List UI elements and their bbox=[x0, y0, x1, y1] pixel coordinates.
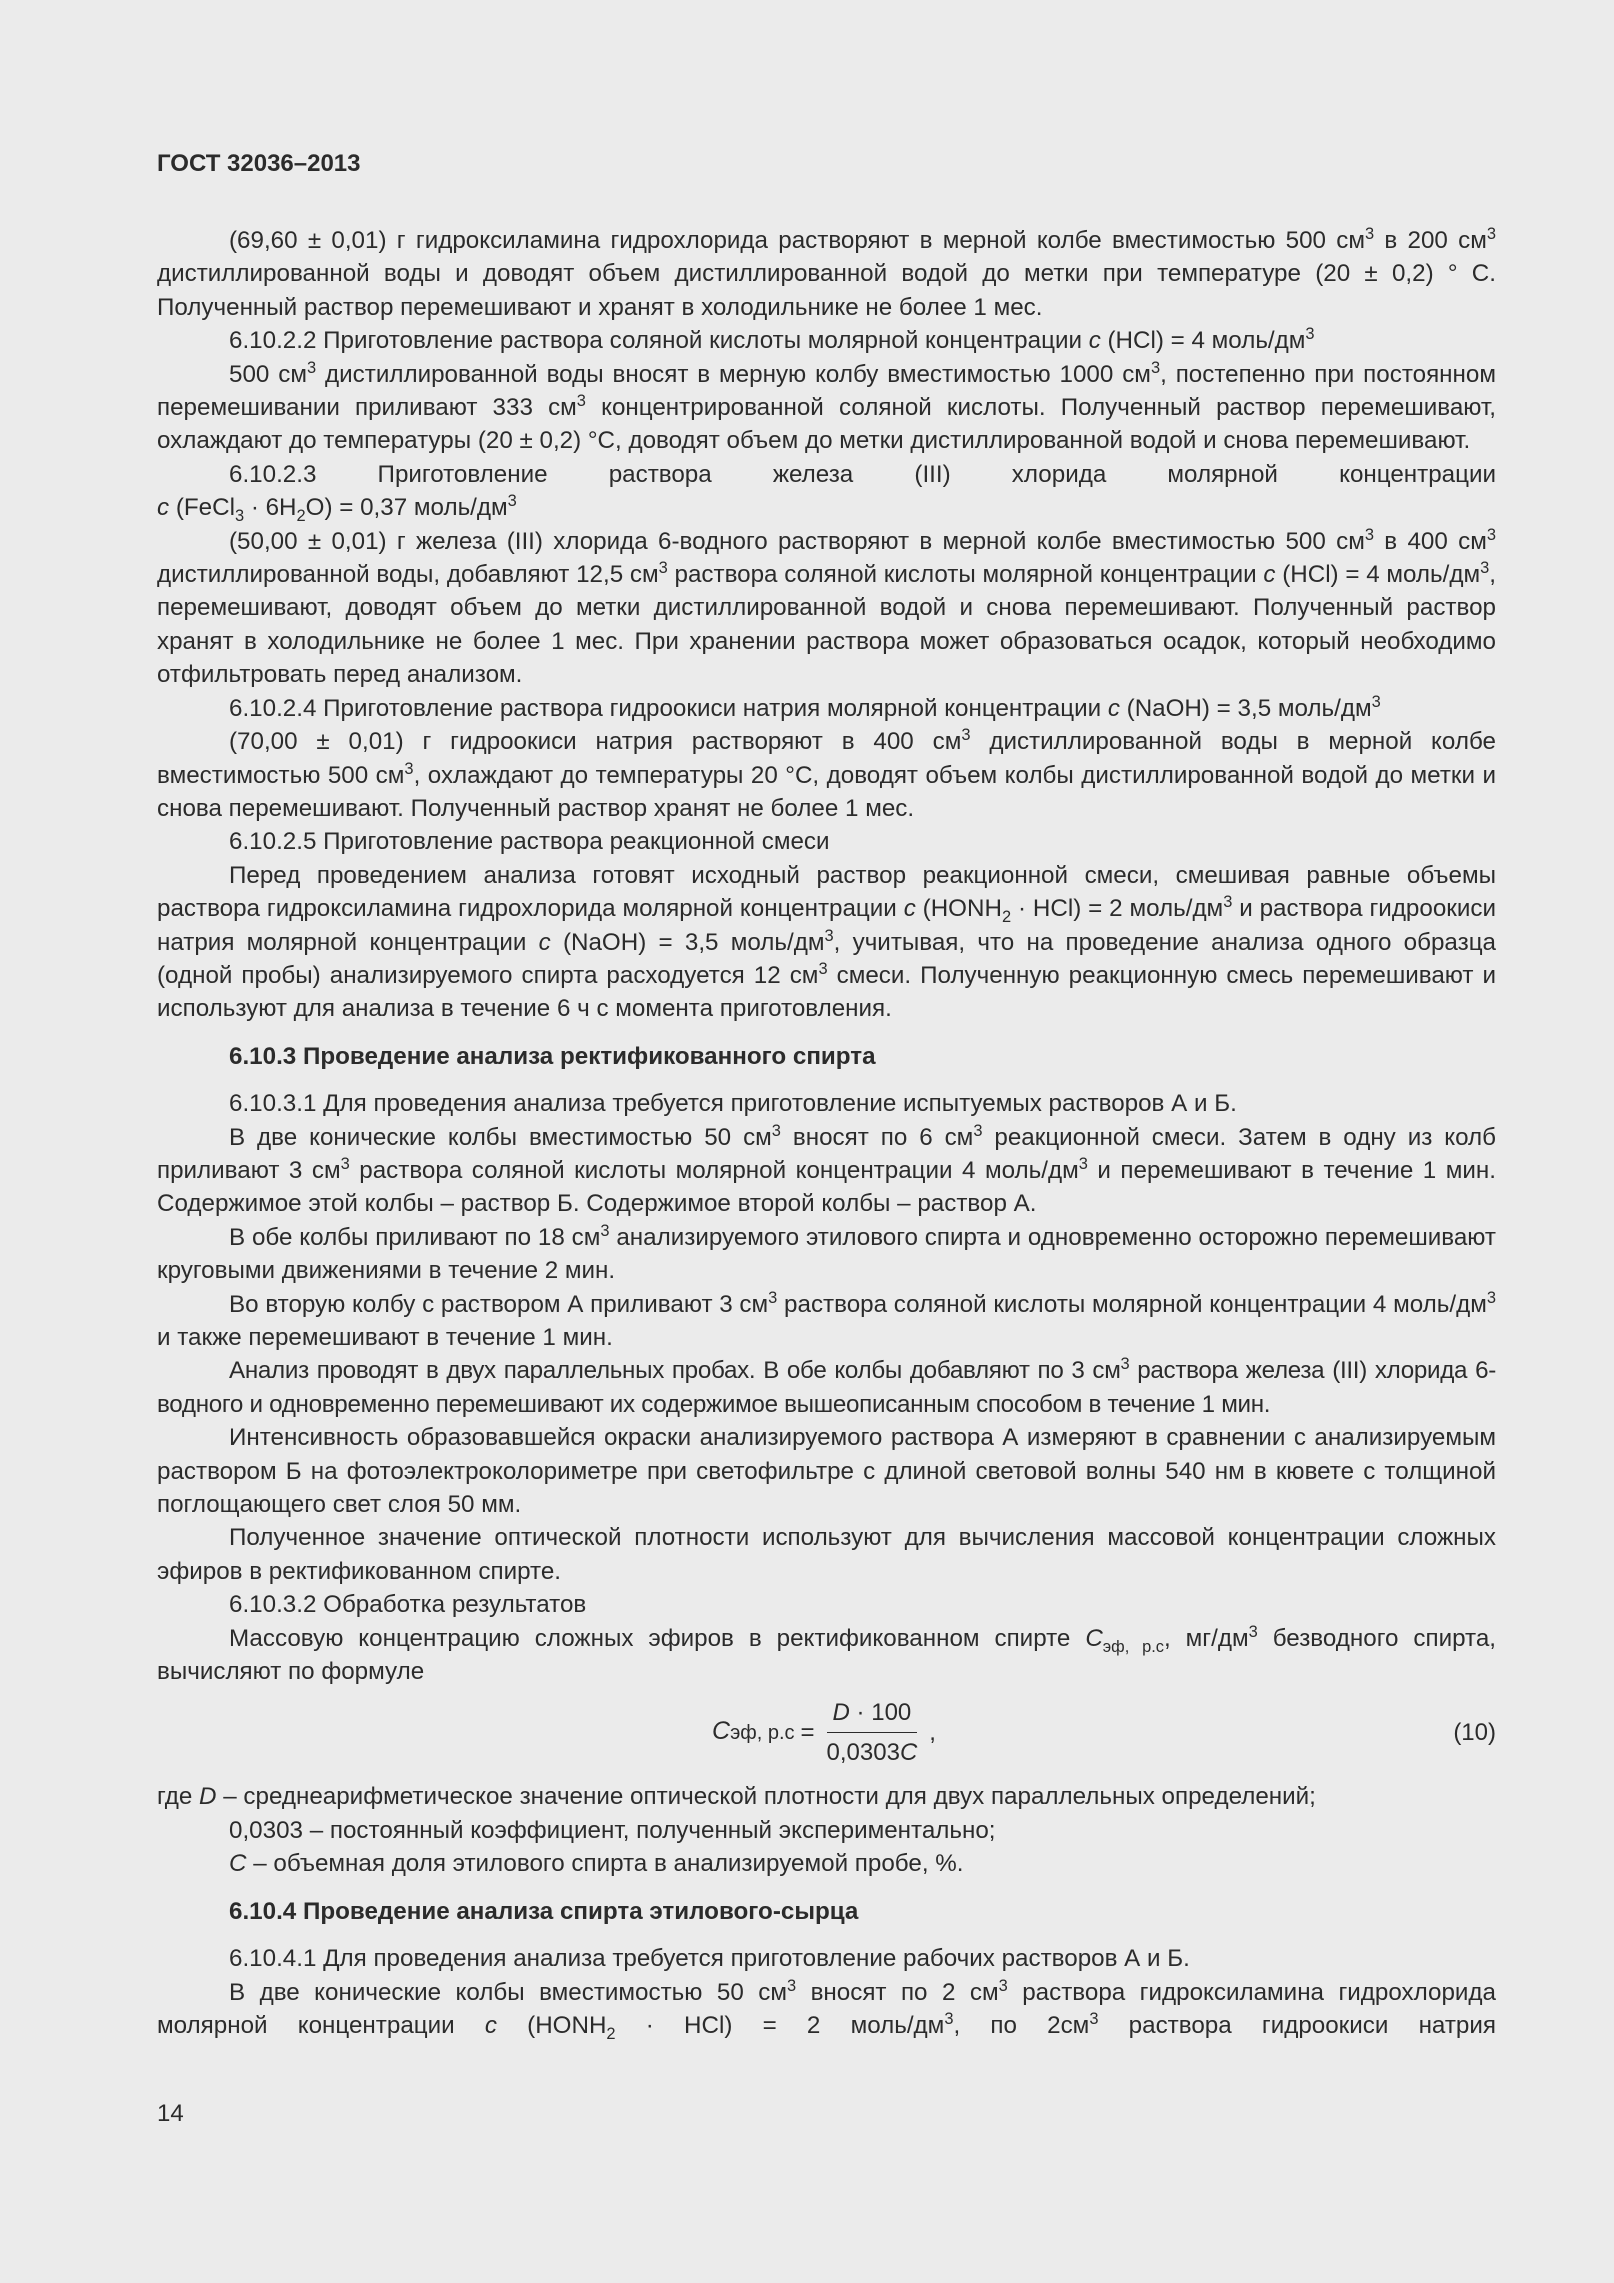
section-heading-6-10-4: 6.10.4 Проведение анализа спирта этилового-сырца bbox=[229, 1897, 859, 1925]
formula-numerator: D · 100 bbox=[827, 1696, 918, 1732]
formula-fraction bbox=[821, 1696, 924, 1769]
page-number: 14 bbox=[157, 2100, 184, 2127]
formula-denominator: 0,0303C bbox=[826, 1738, 918, 1766]
paragraph: 500 $см^3$ дистиллированной воды вносят в мерную колбу вместимостью 1000 $см^3$, постепенно при постоянном перемешивании приливают 333 $см^3$ концентрированной соляной кислоты. Полученный раствор перемешивают, охлаждают до температуры (20 ± 0,2) °С, доводят объем до метки дистиллированной водой и снова перемешивают. bbox=[157, 358, 1496, 455]
formula-equals: = bbox=[800, 1719, 815, 1747]
formula-comma: , bbox=[929, 1719, 936, 1747]
section-6-10-2-3: 6.10.2.3 Приготовление раствора железа (III) хлорида молярной концентрации bbox=[229, 460, 1496, 488]
paragraph: (70,00 ± 0,01) г гидроокиси натрия растворяют в 400 $см^3$ дистиллированной воды в мерной колбе вместимостью 500 $см^3$, охлаждают до температуры 20 °С, доводят объем колбы дистиллированной водой до метки и снова перемешивают. Полученный раствор хранят не более 1 мес. bbox=[157, 726, 1497, 822]
formula-legend: где D – среднеарифметическое значение оптической плотности для двух параллельных определений; bbox=[157, 1783, 1316, 1811]
section-heading-6-10-3: 6.10.3 Проведение анализа ректификованного спирта bbox=[229, 1042, 876, 1070]
section-6-10-2-3-cont: c (FeCl$_3$ · $6H_2O) = 0,37$ моль/$дм^3$ bbox=[157, 492, 517, 525]
paragraph: Анализ проводят в двух параллельных пробах. В обе колбы добавляют по 3 $см^3$ раствора железа (III) хлорида 6-водного и одновременно перемешивают их содержимое вышеописанным способом в течение 1 мин. bbox=[157, 1355, 1496, 1418]
paragraph: Массовую концентрацию сложных эфиров в ректификованном спирте $C_{эф, р.с}$, $мг/дм^3$ безводного спирта, вычисляют по формуле bbox=[157, 1622, 1497, 1686]
paragraph: В две конические колбы вместимостью 50 $см^3$ вносят по 6 $см^3$ реакционной смеси. Затем в одну из колб приливают 3 $см^3$ раствора соляной кислоты молярной концентрации 4 моль/$дм^3$ и перемешивают в течение 1 мин. Содержимое этой колбы – раствор Б. Содержимое второй колбы – раствор А. bbox=[157, 1121, 1496, 1218]
section-6-10-3-2: 6.10.3.2 Обработка результатов bbox=[229, 1591, 587, 1619]
paragraph: Интенсивность образовавшейся окраски анализируемого раствора А измеряют в сравнении с анализируемым раствором Б на фотоэлектроколориметре при светофильтре с длиной световой волны 540 нм в кювете с толщиной поглощающего свет слоя 50 мм. bbox=[157, 1424, 1496, 1519]
document-header: ГОСТ 32036–2013 bbox=[157, 150, 361, 177]
paragraph: Перед проведением анализа готовят исходный раствор реакционной смеси, смешивая равные объемы раствора гидроксиламина гидрохлорида молярной концентрации c $(HONH_2 \cdot HCl) = 2$ моль/$дм^3$ и раствора гидроокиси натрия молярной концентрации c (NaOH) = 3,5 моль/$дм^3$, учитывая, что на проведение анализа одного образца (одной пробы) анализируемого спирта расходуется 12 $см^3$ смеси. Полученную реакционную смесь перемешивают и используют для анализа в течение 6 ч с момента приготовления. bbox=[157, 861, 1496, 1023]
paragraph: Полученное значение оптической плотности используют для вычисления массовой концентрации сложных эфиров в ректификованном спирте. bbox=[157, 1524, 1496, 1585]
paragraph: В две конические колбы вместимостью 50 $см^3$ вносят по 2 $см^3$ раствора гидроксиламина гидрохлорида молярной концентрации c $(HONH_2 \cdot HCl) = 2$ моль/$дм^3$, по $2см^3$ раствора гидроокиси натрия bbox=[157, 1976, 1496, 2043]
section-6-10-2-5: 6.10.2.5 Приготовление раствора реакционной смеси bbox=[229, 828, 830, 856]
formula-10 bbox=[157, 1692, 1496, 1778]
paragraph: (50,00 ± 0,01) г железа (III) хлорида 6-водного растворяют в мерной колбе вместимостью 500 $см^3$ в 400 $см^3$ дистиллированной воды, добавляют 12,5 $см^3$ раствора соляной кислоты молярной концентрации c (HCl) = 4 моль/$дм^3$, перемешивают, доводят объем до метки дистиллированной водой и снова перемешивают. Полученный раствор хранят в холодильнике не более 1 мес. При хранении раствора может образоваться осадок, который необходимо отфильтровать перед анализом. bbox=[157, 525, 1497, 689]
formula-legend: 0,0303 – постоянный коэффициент, полученный экспериментально; bbox=[229, 1816, 996, 1844]
paragraph: (69,60 ± 0,01) г гидроксиламина гидрохлорида растворяют в мерной колбе вместимостью 500 $см^3$ в 200 $см^3$ дистиллированной воды и доводят объем дистиллированной водой до метки при температуре (20 ± 0,2) ° С. Полученный раствор перемешивают и хранят в холодильнике не более 1 мес. bbox=[157, 224, 1497, 321]
paragraph: Во вторую колбу с раствором А приливают 3 $см^3$ раствора соляной кислоты молярной концентрации 4 моль/$дм^3$ и также перемешивают в течение 1 мин. bbox=[157, 1288, 1496, 1351]
section-6-10-2-2: 6.10.2.2 Приготовление раствора соляной кислоты молярной концентрации c (HCl) = 4 моль/$дм^3$ bbox=[229, 325, 1315, 355]
section-6-10-2-4: 6.10.2.4 Приготовление раствора гидроокиси натрия молярной концентрации c (NaOH) = 3,5 моль/$дм^3$ bbox=[229, 692, 1381, 722]
document-body bbox=[157, 224, 1496, 2042]
formula-number: (10) bbox=[1453, 1719, 1496, 1747]
formula-expression bbox=[712, 1696, 936, 1769]
formula-legend: C – объемная доля этилового спирта в анализируемой пробе, %. bbox=[229, 1850, 964, 1878]
section-6-10-3-1: 6.10.3.1 Для проведения анализа требуется приготовление испытуемых растворов А и Б. bbox=[229, 1090, 1237, 1118]
section-6-10-4-1: 6.10.4.1 Для проведения анализа требуется приготовление рабочих растворов А и Б. bbox=[229, 1945, 1190, 1973]
paragraph: В обе колбы приливают по 18 $см^3$ анализируемого этилового спирта и одновременно осторожно перемешивают круговыми движениями в течение 2 мин. bbox=[157, 1221, 1496, 1285]
formula-lhs: Cэф, р.с bbox=[712, 1717, 795, 1746]
